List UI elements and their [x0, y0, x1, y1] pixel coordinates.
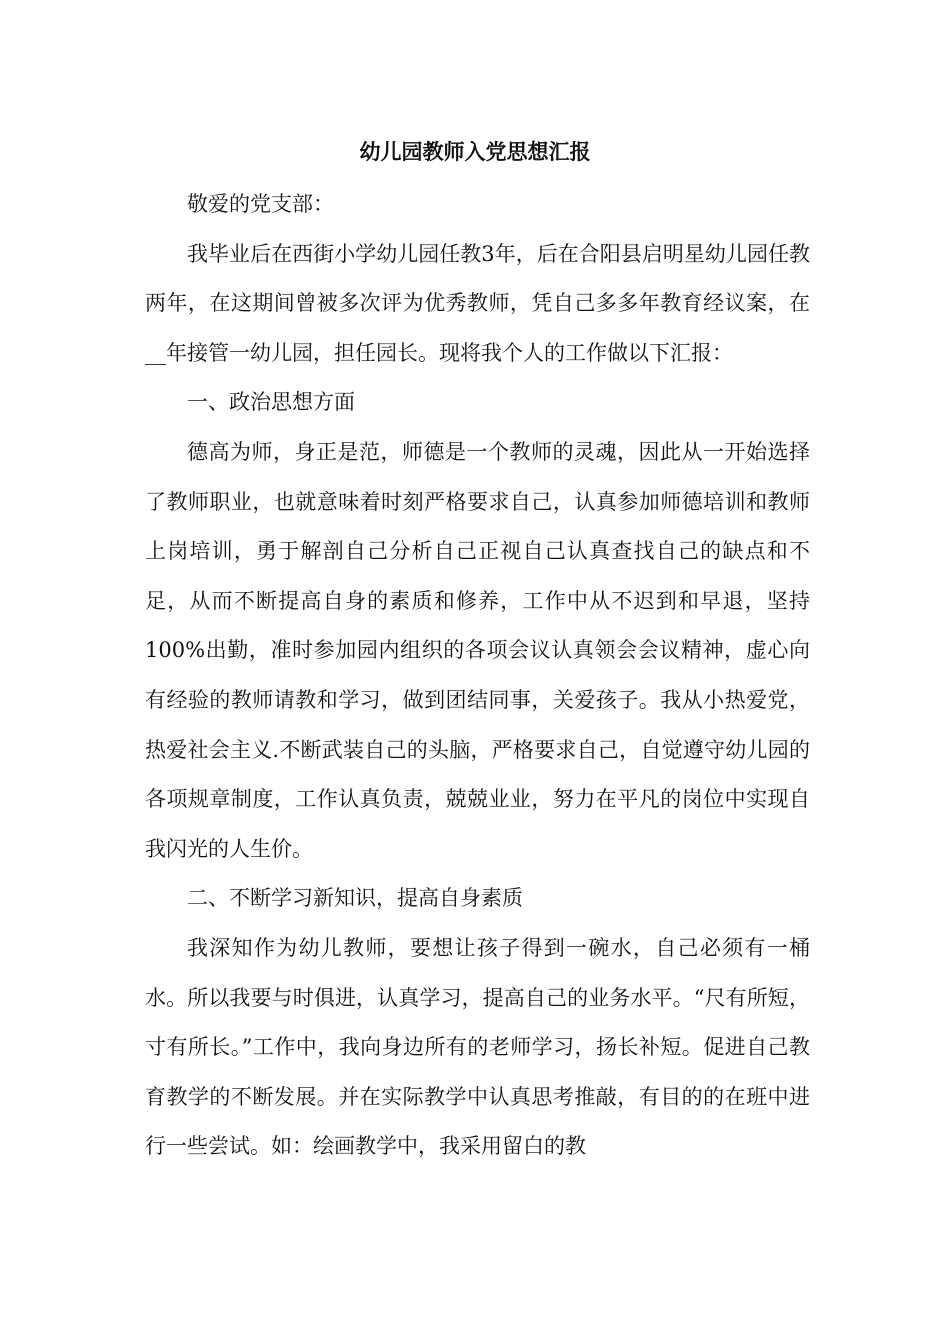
- paragraph-politics: 德高为师，身正是范，师德是一个教师的灵魂，因此从一开始选择了教师职业，也就意味着时刻严格要求自己，认真参加师德培训和教师上岗培训，勇于解剖自己分析自己正视自己认真查找自己的缺点和不足，从而不断提高自身的素质和修养，工作中从不迟到和早退，坚持100%出勤，准时参加园内组织的各项会议认真领会会议精神，虚心向有经验的教师请教和学习，做到团结同事，关爱孩子。我从小热爱党，热爱社会主义.不断武装自己的头脑，严格要求自己，自觉遵守幼儿园的各项规章制度，工作认真负责，兢兢业业，努力在平凡的岗位中实现自我闪光的人生价。: [145, 439, 810, 861]
- paragraph-learning: 我深知作为幼儿教师，要想让孩子得到一碗水，自己必须有一桶水。所以我要与时俱进，认真学习，提高自己的业务水平。“尺有所短，寸有所长。”工作中，我向身边所有的老师学习，扬长补短。促进自己教育教学的不断发展。并在实际教学中认真思考推敲，有目的的在班中进行一些尝试。如：绘画教学中，我采用留白的教: [145, 935, 810, 1159]
- section-heading-politics: 一、政治思想方面: [187, 390, 355, 415]
- paragraph-intro: 我毕业后在西街小学幼儿园任教3年，后在合阳县启明星幼儿园任教两年，在这期间曾被多次评为优秀教师，凭自己多多年教育经议案，在__年接管一幼儿园，担任园长。现将我个人的工作做以下汇报：: [145, 241, 810, 365]
- section-heading-learning: 二、不断学习新知识，提高自身素质: [187, 886, 523, 911]
- document-title: 幼儿园教师入党思想汇报: [359, 139, 591, 164]
- salutation: 敬爱的党支部：: [187, 192, 334, 216]
- document-body: [145, 180, 810, 1172]
